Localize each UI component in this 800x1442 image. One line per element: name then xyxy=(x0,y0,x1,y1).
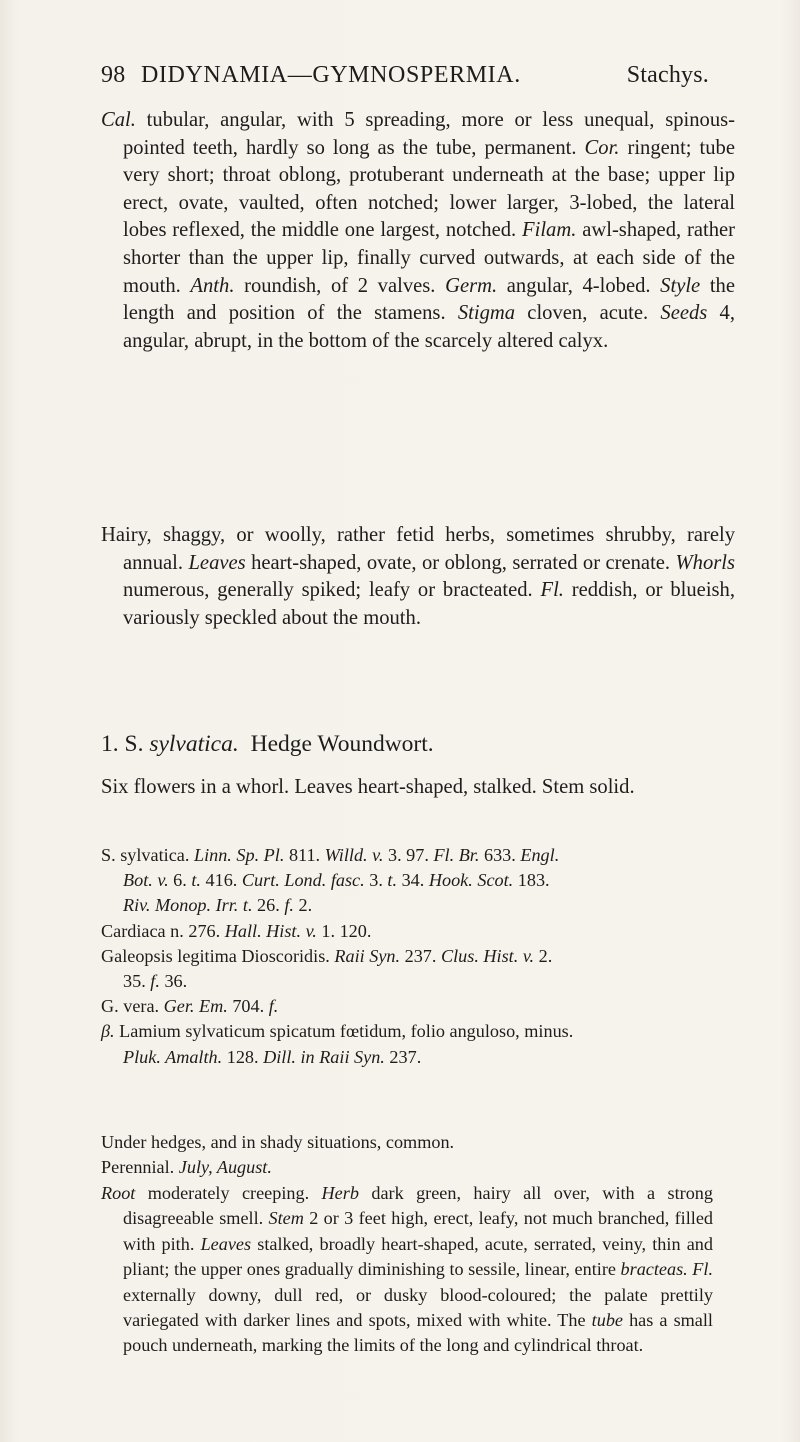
synonym-ref-num: 36. xyxy=(159,971,188,992)
leaves-text: stalked, broadly heart-shaped, acute, serrated, veiny, thin and pliant; the upper ones gradually diminishing to sessile, linear, entire xyxy=(123,1233,713,1280)
synonym-ref: Hook. Scot. xyxy=(428,870,514,891)
synonym-1-line-3 xyxy=(101,893,713,918)
herb-text: dark green, hairy all over, with a strong disagreeable smell. xyxy=(123,1183,713,1229)
synonym-name: Cardiaca n. 276. xyxy=(101,920,225,941)
species-diagnosis xyxy=(101,773,735,801)
tube-label: tube xyxy=(591,1310,623,1331)
detailed-paragraph xyxy=(101,1181,713,1359)
filam-label: Filam. xyxy=(522,219,577,242)
synonym-4 xyxy=(101,994,713,1019)
synonym-ref: t. xyxy=(191,870,201,891)
cor-text: ringent; tube very short; throat oblong, protuberant underneath at the base; upper lip erect, ovate, vaulted, often notched; lower larger, 3-lobed, the lateral lobes reflexed, the middle one largest, notched. xyxy=(123,136,735,242)
synonym-ref-num: 2. xyxy=(534,945,553,966)
diagnosis-text: Six flowers in a whorl. Leaves heart-shaped, stalked. Stem solid. xyxy=(101,776,635,798)
synonym-1-line-2 xyxy=(101,868,713,893)
habitat-duration: Perennial. xyxy=(101,1157,179,1178)
habit-description xyxy=(101,522,735,632)
generic-description-paragraph xyxy=(101,107,735,355)
synonym-ref: Bot. v. xyxy=(123,870,169,891)
synonym-ref-num: 416. xyxy=(200,870,242,891)
germ-text: angular, 4-lobed. xyxy=(497,274,661,297)
synonym-3-line-2 xyxy=(101,969,713,994)
synonym-ref-num: 704. xyxy=(227,996,269,1017)
stem-text: 2 or 3 feet high, erect, leafy, not much branched, filled with pith. xyxy=(123,1208,713,1254)
synonym-name: Galeopsis legitima Dioscoridis. xyxy=(101,945,335,966)
genus-heading: Stachys. xyxy=(626,62,709,88)
habit-text-4: reddish, or blueish, variously speckled about the mouth. xyxy=(123,579,735,629)
class-order-title: DIDYNAMIA—GYMNOSPERMIA. xyxy=(141,62,521,88)
synonym-ref-num: 237. xyxy=(400,945,441,966)
seeds-label: Seeds xyxy=(660,302,708,325)
filam-text: awl-shaped, rather shorter than the upper lip, finally curved outwards, at each side of the mouth. xyxy=(123,219,735,297)
fl-label: Fl. xyxy=(687,1259,713,1280)
synonym-ref-num: 26. xyxy=(252,895,285,916)
bracteas-label: bracteas. xyxy=(620,1259,688,1280)
synonym-ref: f. xyxy=(268,996,279,1017)
root-text: moderately creeping. xyxy=(135,1183,322,1203)
style-label: Style xyxy=(660,274,701,297)
synonym-ref: Willd. v. xyxy=(324,845,384,865)
synonym-ref: Fl. Br. xyxy=(433,845,480,865)
synonym-ref: f. xyxy=(150,971,160,992)
variety-beta-line-2 xyxy=(101,1045,713,1070)
synonym-name: G. vera. xyxy=(101,996,164,1017)
species-epithet: sylvatica. xyxy=(149,731,239,757)
synonym-ref: Pluk. Amalth. xyxy=(123,1046,223,1067)
stem-label: Stem xyxy=(268,1208,304,1229)
habitat-location: Under hedges, and in shady situations, common. xyxy=(101,1132,455,1152)
synonym-ref: Clus. Hist. v. xyxy=(440,945,535,966)
cal-text: tubular, angular, with 5 spreading, more or less unequal, spinous-pointed teeth, hardly so long as the tube, permanent. xyxy=(123,109,735,159)
variety-beta-line-1 xyxy=(101,1019,713,1044)
cal-label: Cal. xyxy=(101,109,136,131)
germ-label: Germ. xyxy=(445,274,498,297)
beta-symbol: β. xyxy=(101,1021,115,1042)
synonym-ref: Ger. Em. xyxy=(163,996,228,1017)
synonym-ref: Hall. Hist. v. xyxy=(224,920,317,941)
synonym-ref: f. xyxy=(284,895,294,916)
synonym-ref-num: 237. xyxy=(384,1046,422,1067)
synonym-1-line-1 xyxy=(101,843,713,868)
synonym-ref-num: 633. xyxy=(479,845,521,865)
species-number: 1. xyxy=(101,731,119,757)
generic-characters xyxy=(101,107,735,355)
style-text: the length and position of the stamens. xyxy=(123,274,735,325)
synonym-ref-num: 128. xyxy=(222,1046,264,1067)
habit-whorls-label: Whorls xyxy=(675,551,735,574)
synonym-ref: Engl. xyxy=(520,845,560,865)
synonym-ref-num: 811. xyxy=(284,845,325,865)
species-genus: S. xyxy=(124,731,144,757)
synonym-ref: t. xyxy=(387,870,398,891)
fl-text: externally downy, dull red, or dusky blood-coloured; the palate prettily variegated with darker lines and spots, mixed with white. The xyxy=(123,1284,713,1331)
habit-text-1: Hairy, shaggy, or woolly, rather fetid herbs, sometimes shrubby, rarely annual. xyxy=(101,524,735,574)
running-header xyxy=(101,62,709,89)
synonym-ref-num: 3. xyxy=(364,870,388,891)
leaves-label: Leaves xyxy=(200,1233,252,1254)
synonym-ref: Curt. Lond. fasc. xyxy=(241,870,365,891)
detailed-description xyxy=(101,1181,713,1359)
synonym-name: S. sylvatica. xyxy=(101,845,194,865)
synonym-ref: Linn. Sp. Pl. xyxy=(193,845,285,865)
synonym-ref: Raii Syn. xyxy=(334,945,401,966)
synonymy xyxy=(101,843,713,1070)
synonym-2 xyxy=(101,919,713,944)
page-number: 98 xyxy=(101,62,126,88)
anth-text: roundish, of 2 valves. xyxy=(234,274,446,297)
species-common-name: Hedge Woundwort. xyxy=(250,731,434,757)
synonym-3-line-1 xyxy=(101,944,713,969)
synonym-ref: Riv. Monop. Irr. t. xyxy=(123,895,253,916)
synonym-ref-num: 2. xyxy=(293,895,313,916)
anth-label: Anth. xyxy=(190,274,235,297)
herb-label: Herb xyxy=(321,1183,359,1203)
root-label: Root xyxy=(101,1183,136,1203)
synonym-ref-num: 35. xyxy=(123,971,151,992)
synonym-ref: Dill. in Raii Syn. xyxy=(263,1046,385,1067)
synonym-ref-num: 34. xyxy=(397,870,429,891)
synonym-ref-num: 1. 120. xyxy=(316,920,372,941)
synonym-ref-num: 183. xyxy=(513,870,550,891)
species-heading xyxy=(101,731,713,758)
habit-paragraph xyxy=(101,522,735,632)
tube-text: has a small pouch underneath, marking the limits of the long and cylindrical throat. xyxy=(123,1310,713,1356)
synonym-ref-num: 3. 97. xyxy=(383,845,434,865)
stigma-text: cloven, acute. xyxy=(515,302,661,325)
habitat-duration-line xyxy=(101,1155,713,1180)
synonym-ref-num: 6. xyxy=(168,870,192,891)
habit-leaves-label: Leaves xyxy=(188,551,246,574)
habit-text-2: heart-shaped, ovate, or oblong, serrated or crenate. xyxy=(245,551,676,574)
habit-text-3: numerous, generally spiked; leafy or bracteated. xyxy=(123,579,541,602)
habitat-block xyxy=(101,1130,713,1180)
habit-fl-label: Fl. xyxy=(540,579,564,602)
stigma-label: Stigma xyxy=(457,302,516,325)
flowering-months: July, August. xyxy=(178,1157,272,1178)
cor-label: Cor. xyxy=(584,136,620,159)
seeds-text: 4, angular, abrupt, in the bottom of the scarcely altered calyx. xyxy=(123,302,735,352)
variety-name: Lamium sylvaticum spicatum fœtidum, folio anguloso, minus. xyxy=(114,1021,574,1042)
